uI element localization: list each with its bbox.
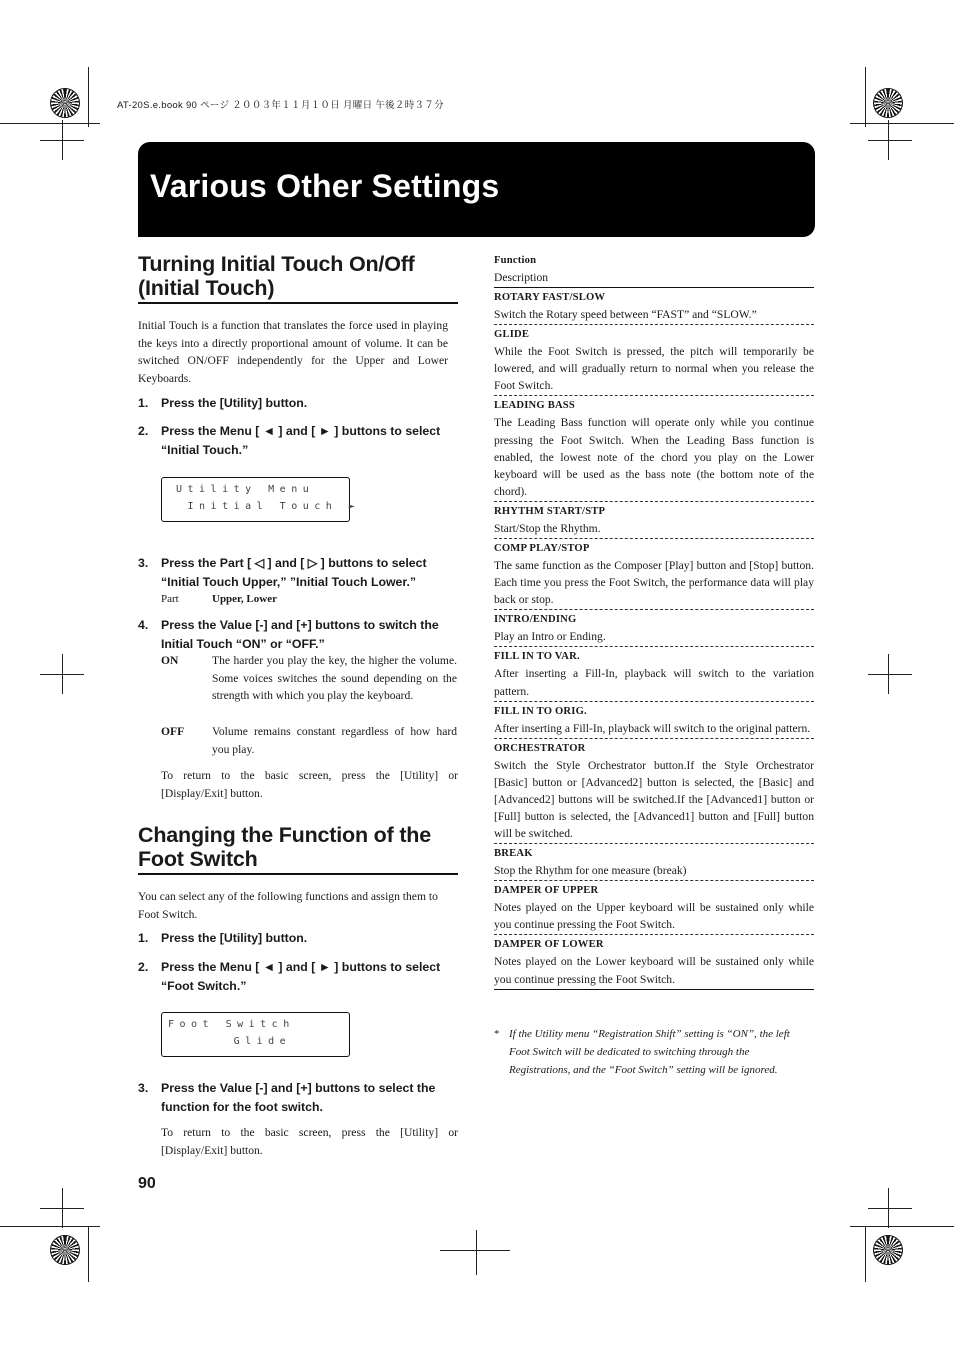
registration-target-icon [874, 89, 902, 117]
lcd-display-initial-touch [161, 477, 361, 522]
on-desc: The harder you play the key, the higher the volume. Some voices switches the sound depending on the strength with which you play the keyboard. [212, 654, 457, 702]
print-header: AT-20S.e.book 90 ページ ２００３年１１月１０日 月曜日 午後２時３７分 [117, 100, 444, 111]
part-label: Part [161, 593, 179, 605]
table-row [494, 539, 814, 610]
table-row [494, 287, 814, 325]
table-row [494, 325, 814, 396]
row-function: COMP PLAY/STOP [494, 543, 590, 555]
return-instruction: To return to the basic screen, press the [Utility] or [Display/Exit] button. [161, 1126, 458, 1157]
footnote-text: If the Utility menu “Registration Shift” setting is “ON”, the left Foot Switch will be dedicated to switching through the Registrations, and the “Foot Switch” setting will be ignored. [509, 1028, 790, 1076]
on-term: ON [161, 654, 179, 667]
step-text: Press the Menu [ ◄ ] and [ ► ] buttons to select “Foot Switch.” [161, 960, 441, 993]
row-description: Notes played on the Lower keyboard will be sustained only while you continue pressing the Foot Switch. [494, 955, 814, 986]
registration-target-icon [874, 1236, 902, 1264]
part-value: Upper, Lower [212, 593, 277, 605]
row-function: DAMPER OF UPPER [494, 885, 599, 897]
row-function: ROTARY FAST/SLOW [494, 292, 606, 304]
step-text: Press the Value [-] and [+] buttons to select the function for the foot switch. [161, 1081, 436, 1114]
row-description: While the Foot Switch is pressed, the pitch will temporarily be lowered, and will gradually return to normal when you release the Foot Switch. [494, 345, 814, 393]
off-term: OFF [161, 725, 185, 738]
step-number: 3. [138, 1081, 149, 1095]
step-text: Press the Part [ ◁ ] and [ ▷ ] buttons to select “Initial Touch Upper,” ”Initial Touch Lower.” [161, 556, 427, 589]
return-instruction: To return to the basic screen, press the [Utility] or [Display/Exit] button. [161, 769, 458, 800]
step-number: 4. [138, 618, 149, 632]
chapter-banner [138, 142, 815, 237]
row-function: RHYTHM START/STP [494, 505, 606, 517]
table-row [494, 702, 814, 739]
row-function: GLIDE [494, 329, 530, 341]
table-row [494, 881, 814, 935]
chapter-title: Various Other Settings [150, 168, 500, 204]
table-row [494, 647, 814, 701]
step-number: 3. [138, 556, 149, 570]
registration-target-icon [51, 1236, 79, 1264]
row-description: Stop the Rhythm for one measure (break) [494, 864, 687, 878]
foot-switch-function-table [494, 253, 814, 990]
table-row [494, 739, 814, 844]
table-row [494, 844, 814, 881]
off-desc: Volume remains constant regardless of how hard you play. [212, 725, 457, 756]
page-number: 90 [138, 1175, 156, 1192]
table-row [494, 610, 814, 647]
row-function: LEADING BASS [494, 400, 575, 412]
row-description: Switch the Style Orchestrator button.If the Style Orchestrator [Basic] button or [Advanced2] button is selected, the [Basic] and [Advanced2] buttons will be switched.If the [Advanced1] button or [Full] button is selected, the [Advanced1] button and [Full] button will be switched. [494, 758, 814, 841]
foot-switch-intro: You can select any of the following functions and assign them to Foot Switch. [138, 890, 438, 921]
step-number: 1. [138, 931, 149, 945]
step-number: 2. [138, 960, 149, 974]
step-number: 2. [138, 424, 149, 438]
step-number: 1. [138, 396, 149, 410]
row-description: Play an Intro or Ending. [494, 630, 606, 644]
row-description: After inserting a Fill-In, playback will switch to the original pattern. [494, 721, 811, 735]
row-function: BREAK [494, 848, 533, 860]
step-text: Press the Menu [ ◄ ] and [ ► ] buttons to select “Initial Touch.” [161, 424, 441, 457]
row-function: ORCHESTRATOR [494, 742, 586, 754]
row-description: Notes played on the Upper keyboard will be sustained only while you continue pressing the Foot Switch. [494, 901, 814, 932]
lcd-display-foot-switch [161, 1012, 353, 1057]
section-title-initial-touch: Turning Initial Touch On/Off (Initial Touch) [138, 252, 458, 304]
lcd-line-2: Initial Touch ► [176, 501, 361, 512]
row-description: Start/Stop the Rhythm. [494, 521, 601, 535]
row-function: INTRO/ENDING [494, 614, 577, 626]
row-description: Switch the Rotary speed between “FAST” and “SLOW.” [494, 308, 757, 322]
initial-touch-intro: Initial Touch is a function that translates the force used in playing the keys into a directly proportional amount of volume. It can be switched ON/OFF independently for the Upper and Lower Keyboards. [138, 319, 448, 385]
lcd-line-2: Glide [176, 1036, 292, 1047]
row-description: The same function as the Composer [Play] button and [Stop] button. Each time you press the Foot Switch, the performance data will play back or stop. [494, 559, 814, 607]
row-description: After inserting a Fill-In, playback will switch to the variation pattern. [494, 667, 814, 698]
row-description: The Leading Bass function will operate only while you continue pressing the Foot Switch. When the Leading Bass function is enabled, the lowest note of the chord you play on the Lower keyboard will be used as the bass note (the bottom note of the chord). [494, 416, 814, 498]
table-row [494, 396, 814, 501]
table-row [494, 935, 814, 989]
section-title-foot-switch: Changing the Function of the Foot Switch [138, 823, 458, 875]
step-text: Press the Value [-] and [+] buttons to switch the Initial Touch “ON” or “OFF.” [161, 618, 439, 651]
lcd-line-1: Foot Switch [168, 1019, 353, 1030]
lcd-line-1: Utility Menu [176, 484, 361, 495]
registration-target-icon [51, 89, 79, 117]
step-text: Press the [Utility] button. [161, 396, 308, 410]
row-function: FILL IN TO ORIG. [494, 705, 587, 717]
table-header-description: Description [494, 271, 549, 284]
footnote-marker: * [494, 1028, 500, 1040]
row-function: DAMPER OF LOWER [494, 939, 604, 951]
step-text: Press the [Utility] button. [161, 931, 308, 945]
table-row [494, 502, 814, 539]
table-header-function: Function [494, 255, 537, 266]
row-function: FILL IN TO VAR. [494, 651, 580, 663]
